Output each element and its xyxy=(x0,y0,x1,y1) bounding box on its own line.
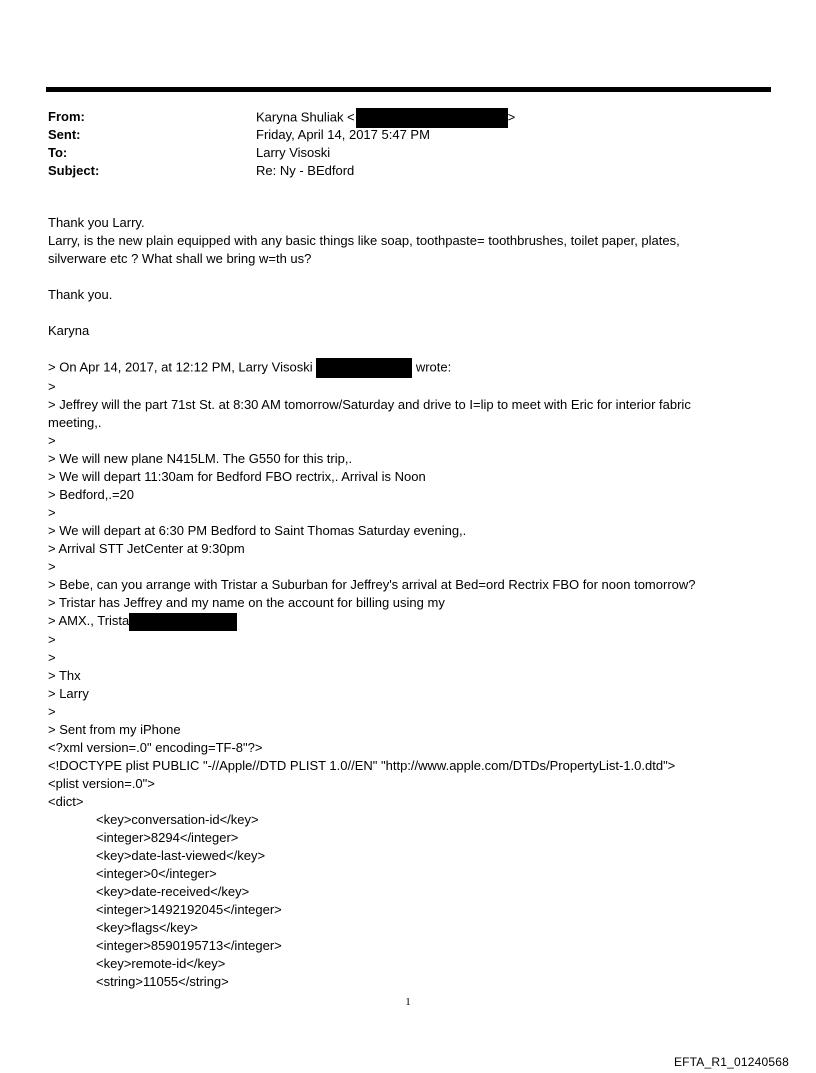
xml-line: <integer>1492192045</integer> xyxy=(96,901,282,917)
quoted-line: > xyxy=(48,379,56,394)
page-number: 1 xyxy=(405,996,411,1008)
xml-line: <integer>0</integer> xyxy=(96,865,217,881)
quote-intro: > On Apr 14, 2017, at 12:12 PM, Larry Visoski wrote: xyxy=(48,358,748,378)
email-body xyxy=(48,214,748,991)
quoted-line: > Sent from my iPhone xyxy=(48,721,181,737)
quoted-line: > We will new plane N415LM. The G550 for this trip,. xyxy=(48,451,353,466)
xml-line: <!DOCTYPE plist PUBLIC "-//Apple//DTD PLIST 1.0//EN" "http://www.apple.com/DTDs/PropertyList-1.0.dtd"> xyxy=(48,757,676,773)
xml-line: <key>conversation-id</key> xyxy=(96,811,259,827)
quoted-line: > Bebe, can you arrange with Tristar a Suburban for Jeffrey's arrival at Bed=ord Rectrix FBO for noon tomorrow? xyxy=(48,577,696,592)
quoted-line: > Larry xyxy=(48,685,89,701)
xml-line: <key>remote-id</key> xyxy=(96,955,226,971)
sent-row xyxy=(48,126,515,144)
quoted-line: > xyxy=(48,559,56,574)
redaction-box xyxy=(129,613,237,631)
header-rule xyxy=(46,87,771,92)
quoted-line: > xyxy=(48,433,56,448)
body-line: Thank you. xyxy=(48,287,113,302)
xml-line: <plist version=.0"> xyxy=(48,775,155,791)
quoted-line: > Jeffrey will the part 71st St. at 8:30 AM tomorrow/Saturday and drive to I=lip to meet with Eric for interior fabric xyxy=(48,397,691,412)
from-value: Karyna Shuliak < xyxy=(256,109,355,125)
to-row xyxy=(48,144,515,162)
quoted-line: > Tristar has Jeffrey and my name on the account for billing using my xyxy=(48,595,445,610)
blank-line xyxy=(48,268,748,286)
redaction-box xyxy=(316,358,412,378)
xml-line: <key>flags</key> xyxy=(96,919,198,935)
quoted-line: > xyxy=(48,649,56,665)
quoted-line: > AMX., Trista xyxy=(48,612,748,631)
redaction-box xyxy=(356,108,508,128)
subject-label: Subject: xyxy=(48,163,100,178)
document-id: EFTA_R1_01240568 xyxy=(673,1055,789,1069)
xml-line: <key>date-received</key> xyxy=(96,883,250,899)
quoted-line: > xyxy=(48,505,56,520)
email-header xyxy=(48,108,515,180)
subject-row xyxy=(48,162,515,180)
xml-line: <integer>8294</integer> xyxy=(96,829,239,845)
quoted-line: > xyxy=(48,631,56,647)
quoted-line: meeting,. xyxy=(48,415,102,430)
quoted-line: > We will depart at 6:30 PM Bedford to Saint Thomas Saturday evening,. xyxy=(48,523,467,538)
from-label: From: xyxy=(48,109,85,124)
from-close: > xyxy=(507,109,516,125)
body-line: Thank you Larry. xyxy=(48,215,145,230)
xml-line: <key>date-last-viewed</key> xyxy=(96,847,266,863)
xml-line: <?xml version=.0" encoding=TF-8"?> xyxy=(48,739,263,755)
xml-line: <string>11055</string> xyxy=(96,973,229,989)
body-line: silverware etc ? What shall we bring w=th us? xyxy=(48,251,312,266)
blank-line xyxy=(48,340,748,358)
quoted-line: > xyxy=(48,703,56,719)
xml-line: <integer>8590195713</integer> xyxy=(96,937,282,953)
quoted-line: > Arrival STT JetCenter at 9:30pm xyxy=(48,541,245,556)
signature: Karyna xyxy=(48,323,90,338)
sent-value: Friday, April 14, 2017 5:47 PM xyxy=(256,127,430,142)
quoted-line: > We will depart 11:30am for Bedford FBO rectrix,. Arrival is Noon xyxy=(48,469,426,484)
from-row xyxy=(48,108,515,126)
quoted-line: > Bedford,.=20 xyxy=(48,487,135,502)
sent-label: Sent: xyxy=(48,127,81,142)
to-value: Larry Visoski xyxy=(256,145,331,160)
quoted-line: > Thx xyxy=(48,667,81,683)
to-label: To: xyxy=(48,145,68,160)
body-line: Larry, is the new plain equipped with any basic things like soap, toothpaste= toothbrushes, toilet paper, plates, xyxy=(48,233,680,248)
subject-value: Re: Ny - BEdford xyxy=(256,163,355,178)
xml-line: <dict> xyxy=(48,793,84,809)
blank-line xyxy=(48,304,748,322)
